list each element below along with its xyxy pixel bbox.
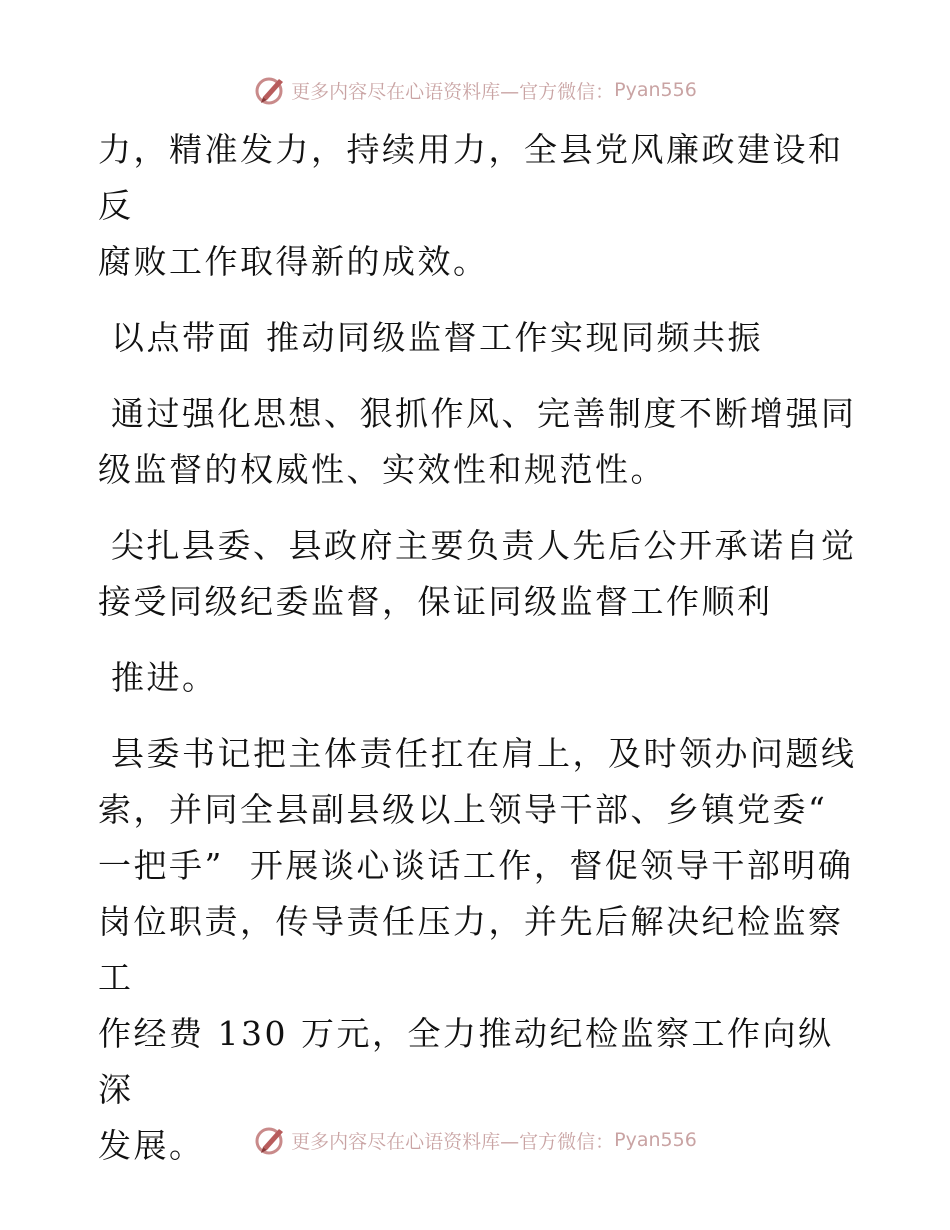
- watermark-wechat-id: Pyan556: [614, 1129, 697, 1151]
- pen-nib-circle-icon: [253, 73, 287, 107]
- watermark-wechat-id: Pyan556: [614, 79, 697, 101]
- watermark-text: 更多内容尽在心语资料库—官方微信：: [291, 1130, 615, 1153]
- paragraph-4: 推进。: [98, 658, 218, 697]
- paragraph-1: 力，精准发力，持续用力，全县党风廉政建设和反 腐败工作取得新的成效。: [98, 130, 844, 281]
- section-heading: 以点带面 推动同级监督工作实现同频共振: [98, 318, 763, 357]
- paragraph-2: 通过强化思想、狠抓作风、完善制度不断增强同 级监督的权威性、实效性和规范性。: [98, 394, 857, 489]
- paragraph-5: 县委书记把主体责任扛在肩上，及时领办问题线 索，并同全县副县级以上领导干部、乡镇党委“ 一把手” 开展谈心谈话工作，督促领导干部明确 岗位职责，传导责任压力，并先后解决纪检监察工 作经费 130 万元，全力推动纪检监察工作向纵深 发展。: [98, 734, 857, 1165]
- header-watermark: [0, 72, 950, 108]
- footer-watermark: [0, 1122, 950, 1158]
- watermark-text: 更多内容尽在心语资料库—官方微信：: [291, 80, 615, 103]
- paragraph-3: 尖扎县委、县政府主要负责人先后公开承诺自觉 接受同级纪委监督，保证同级监督工作顺利: [98, 526, 857, 621]
- document-body: [98, 122, 858, 1174]
- pen-nib-circle-icon: [253, 1123, 287, 1157]
